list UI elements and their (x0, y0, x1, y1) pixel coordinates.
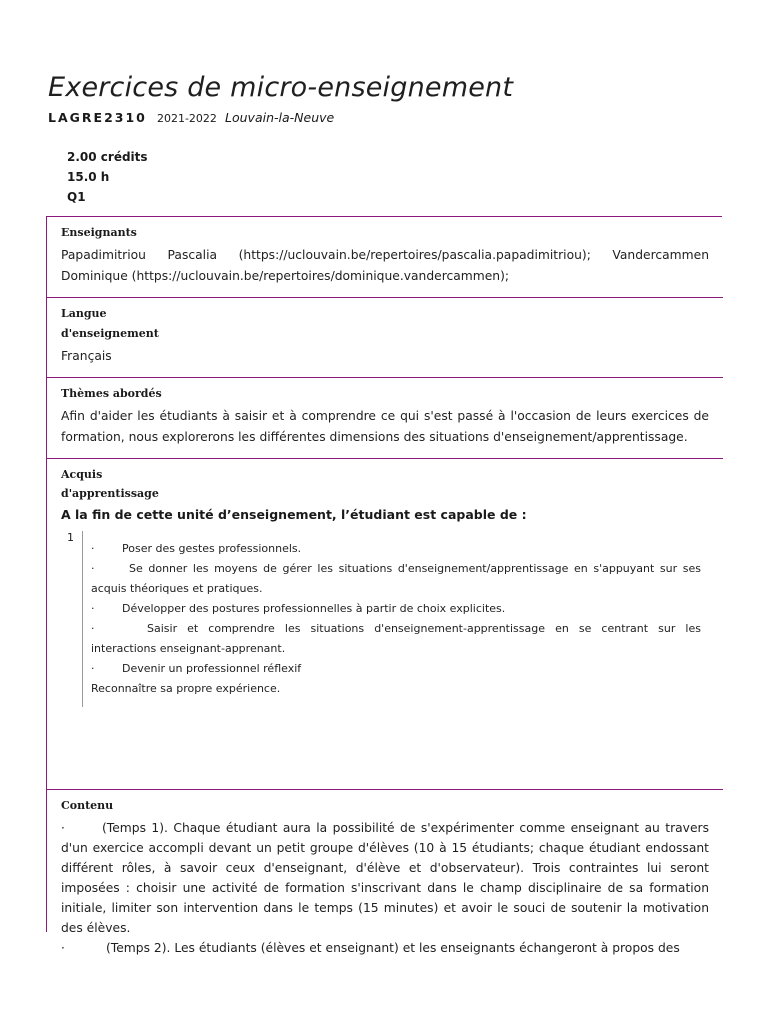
course-title: Exercices de micro-enseignement (48, 72, 514, 103)
section-label: Contenu (61, 799, 114, 812)
language-text: Français (61, 349, 112, 363)
content-text: (Temps 1). Chaque étudiant aura la possibilité de s'expérimenter comme enseignant au travers d'un exercice accompli devant un petit groupe d'élèves (10 à 15 étudiants; chaque étudiant endossant différent rôles, à savoir ceux d'enseignant, d'élève et d'observateur). Trois contraintes lui seront imposées : choisir une activité de formation s'inscrivant dans le champ disciplinaire de sa formation initiale, limiter son intervention dans le temps (15 minutes) et avoir le souci de soutenir la motivation des élèves. (61, 821, 709, 935)
bullet: · (91, 562, 95, 575)
list-item (91, 539, 701, 559)
course-details-frame (46, 216, 722, 955)
outcomes-list (61, 531, 709, 711)
section-outcomes (47, 459, 723, 790)
section-label (61, 304, 709, 343)
course-meta (67, 147, 148, 207)
bullet: · (91, 542, 95, 555)
list-item-text: Saisir et comprendre les situations d'enseignement-apprentissage en se centrant sur les interactions enseignant-apprenant. (91, 622, 701, 655)
bullet: · (61, 941, 65, 955)
section-label-line: Acquis (61, 468, 103, 481)
bullet: · (91, 622, 95, 635)
outcomes-lead: A la fin de cette unité d’enseignement, l’étudiant est capable de : (61, 507, 527, 522)
section-label: Thèmes abordés (61, 387, 162, 400)
section-label-line: d'apprentissage (61, 487, 159, 500)
list-item (91, 659, 701, 679)
section-content (47, 790, 723, 958)
list-item (91, 559, 701, 599)
list-item-text: Se donner les moyens de gérer les situations d'enseignement/apprentissage en s'appuyant sur ses acquis théoriques et pratiques. (91, 562, 701, 595)
list-divider (82, 531, 83, 707)
bullet: · (91, 602, 95, 615)
list-number: 1 (67, 531, 74, 544)
section-label (61, 465, 709, 503)
themes-text: Afin d'aider les étudiants à saisir et à comprendre ce qui s'est passé à l'occasion de leurs exercices de formation, nous explorerons les différentes dimensions des situations d'enseignement/apprentissage. (61, 409, 709, 444)
list-item (91, 619, 701, 659)
hours: 15.0 h (67, 170, 110, 184)
course-location: Louvain-la-Neuve (225, 110, 335, 125)
list-item-text: Devenir un professionnel réflexif (122, 662, 302, 675)
quadrimester: Q1 (67, 190, 86, 204)
bullet: · (61, 821, 65, 835)
list-closing: Reconnaître sa propre expérience. (91, 682, 281, 695)
list-item-text: Développer des postures professionnelles à partir de choix explicites. (122, 602, 506, 615)
section-label-line: Langue (61, 307, 107, 320)
course-subheader (48, 107, 334, 126)
bullet: · (91, 662, 95, 675)
list-item-text: Poser des gestes professionnels. (122, 542, 302, 555)
list-item (91, 599, 701, 619)
credits: 2.00 crédits (67, 150, 148, 164)
section-language (47, 298, 723, 378)
course-code: LAGRE2310 (48, 110, 147, 125)
outcome-items (91, 539, 701, 699)
content-text: (Temps 2). Les étudiants (élèves et enseignant) et les enseignants échangeront à propos des (106, 941, 680, 955)
content-paragraph (61, 818, 709, 938)
academic-year: 2021-2022 (156, 112, 217, 125)
section-themes (47, 378, 723, 459)
content-paragraph (61, 938, 709, 958)
teachers-text: Papadimitriou Pascalia (https://uclouvain.be/repertoires/pascalia.papadimitriou); Vandercammen Dominique (https://uclouvain.be/repertoires/dominique.vandercammen); (61, 248, 709, 283)
section-teachers (47, 217, 723, 298)
section-label-line: d'enseignement (61, 327, 159, 340)
section-label: Enseignants (61, 226, 137, 239)
